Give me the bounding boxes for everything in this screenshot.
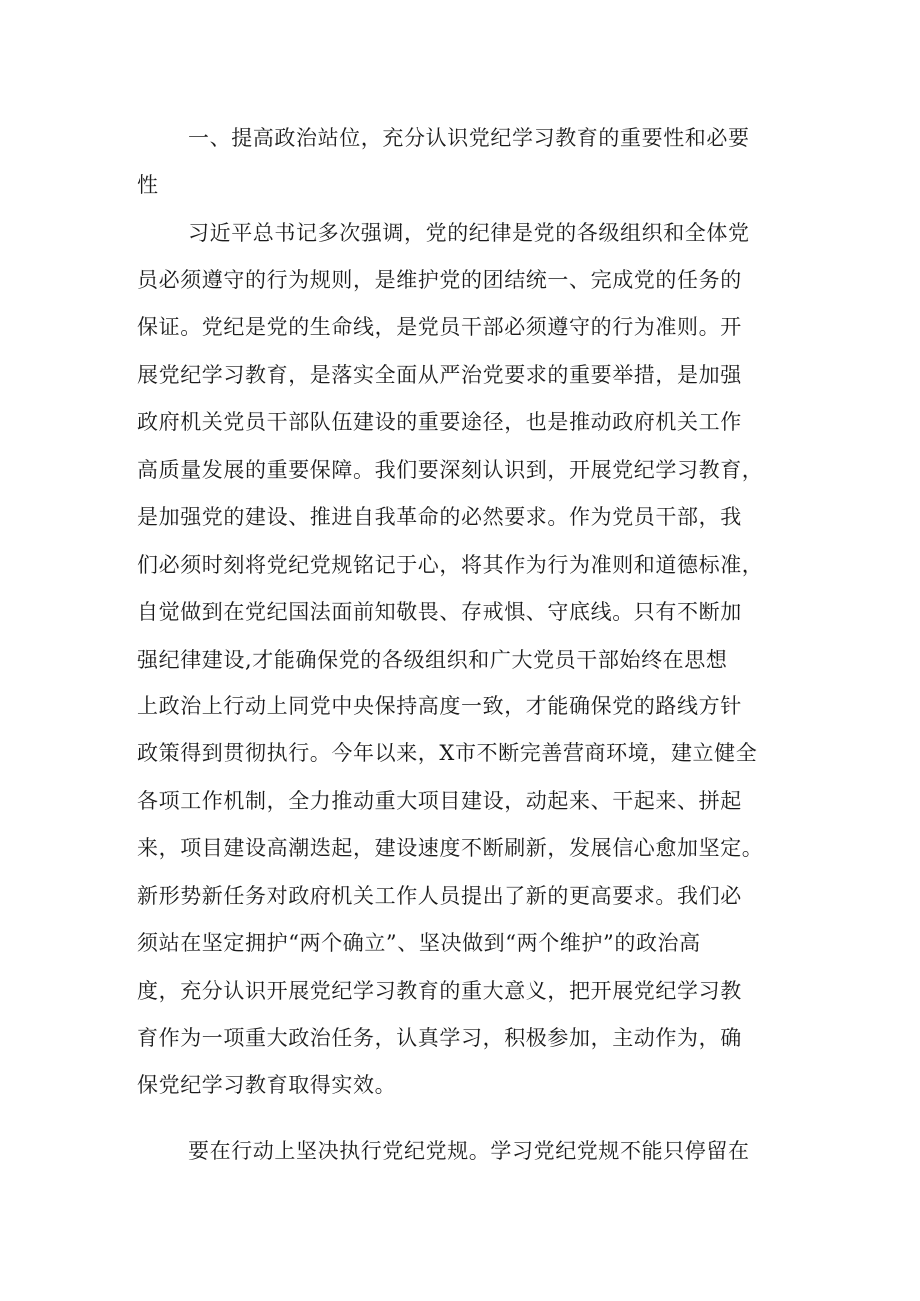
paragraph-1-line-2: 员必须遵守的行为规则，是维护党的团结统一、完成党的任务的 — [137, 268, 742, 292]
paragraph-1-line-10: 强纪律建设,才能确保党的各级组织和广大党员干部始终在思想 — [137, 648, 728, 672]
paragraph-1-line-7: 是加强党的建设、推进自我革命的必然要求。作为党员干部，我 — [137, 505, 742, 529]
paragraph-1-line-16: 须站在坚定拥护“两个确立”、坚决做到“两个维护”的政治高 — [137, 931, 701, 955]
paragraph-1-line-8: 们必须时刻将党纪党规铭记于心，将其作为行为准则和道德标准， — [137, 553, 764, 577]
paragraph-1-line-3: 保证。党纪是党的生命线，是党员干部必须遵守的行为准则。开 — [137, 315, 742, 339]
paragraph-1-line-17: 度，充分认识开展党纪学习教育的重大意义，把开展党纪学习教 — [137, 979, 742, 1003]
paragraph-1-line-9: 自觉做到在党纪国法面前知敬畏、存戒惧、守底线。只有不断加 — [137, 600, 742, 624]
paragraph-2-line-1: 要在行动上坚决执行党纪党规。学习党纪党规不能只停留在 — [188, 1139, 750, 1163]
paragraph-1-line-4: 展党纪学习教育，是落实全面从严治党要求的重要举措，是加强 — [137, 363, 742, 387]
paragraph-1-line-15: 新形势新任务对政府机关工作人员提出了新的更高要求。我们必 — [137, 884, 742, 908]
paragraph-1-line-14: 来，项目建设高潮迭起，建设速度不断刷新，发展信心愈加坚定。 — [137, 836, 764, 860]
paragraph-1-line-6: 高质量发展的重要保障。我们要深刻认识到，开展党纪学习教育， — [137, 458, 764, 482]
paragraph-1-line-13: 各项工作机制，全力推动重大项目建设，动起来、干起来、拼起 — [137, 789, 742, 813]
paragraph-1-line-11: 上政治上行动上同党中央保持高度一致，才能确保党的路线方针 — [137, 694, 742, 718]
paragraph-1-line-19: 保党纪学习教育取得实效。 — [137, 1073, 397, 1097]
paragraph-1-line-1: 习近平总书记多次强调，党的纪律是党的各级组织和全体党 — [188, 221, 750, 245]
paragraph-1-line-5: 政府机关党员干部队伍建设的重要途径，也是推动政府机关工作 — [137, 410, 742, 434]
paragraph-1-line-12: 政策得到贯彻执行。今年以来，X市不断完善营商环境，建立健全 — [137, 741, 758, 765]
section-heading-line-2: 性 — [137, 173, 159, 197]
paragraph-1-line-18: 育作为一项重大政治任务，认真学习，积极参加，主动作为，确 — [137, 1026, 742, 1050]
section-heading-line-1: 一、提高政治站位，充分认识党纪学习教育的重要性和必要 — [188, 126, 750, 150]
